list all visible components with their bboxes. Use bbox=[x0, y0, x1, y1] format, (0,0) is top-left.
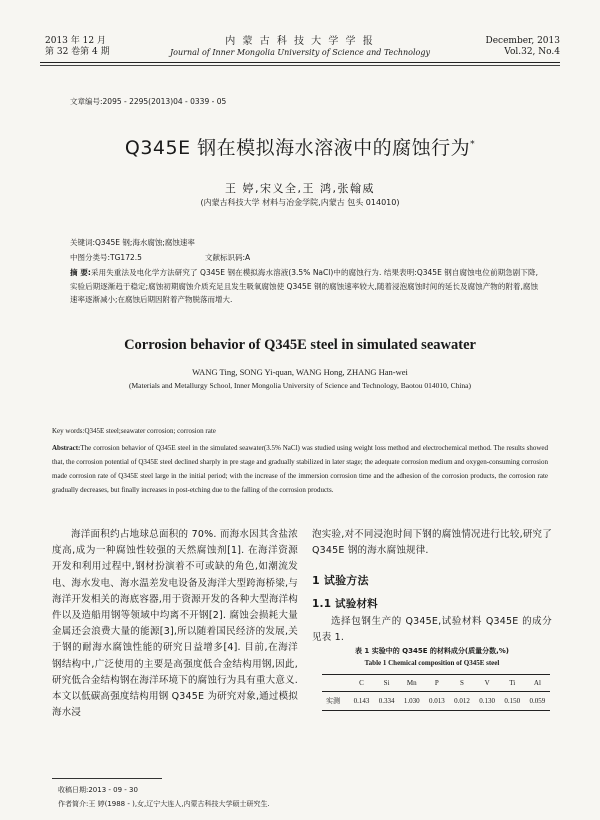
table-cell: 0.130 bbox=[479, 697, 495, 705]
composition-table bbox=[322, 674, 550, 711]
header-date: 2013 年 12 月 bbox=[45, 36, 106, 46]
authors-cn: 王 婷,宋义全,王 鸿,张翰威 bbox=[225, 182, 375, 195]
abstract-en-label: Abstract: bbox=[52, 444, 81, 452]
abstract-cn-text: 采用失重法及电化学方法研究了 Q345E 钢在模拟海水溶液(3.5% NaCl)中的腐蚀行为. 结果表明:Q345E 钢自腐蚀电位前期急剧下降,实验后期逐渐趋于稳定;腐蚀初期腐蚀介质充足且发生吸氧腐蚀使 Q345E 钢的腐蚀速率较大,随着浸泡腐蚀时间的延长及腐蚀产物的附着,腐蚀速率逐渐减小;在腐蚀后期因附着产物脱落而增大. bbox=[70, 268, 538, 304]
intro-paragraph-cont: 泡实验,对不同浸泡时间下钢的腐蚀情况进行比较,研究了 Q345E 钢的海水腐蚀规律. bbox=[312, 529, 552, 557]
table-row bbox=[322, 692, 550, 711]
table-header-cell bbox=[322, 675, 349, 692]
table-row-label: 实测 bbox=[326, 697, 340, 705]
title-cn-text: Q345E 钢在模拟海水溶液中的腐蚀行为 bbox=[124, 137, 471, 159]
header-rule bbox=[40, 62, 560, 63]
footnote-received: 收稿日期:2013 - 09 - 30 bbox=[58, 786, 138, 794]
intro-paragraph: 海洋面积约占地球总面积的 70%. 而海水因其含盐浓度高,成为一种腐蚀性较强的天然腐蚀剂[1]. 在海洋资源开发和利用过程中,钢材扮演着不可或缺的角色,如潮流发电、海水发电、海水温差发电设备及海洋大型跨海桥梁,与海洋开发相关的海底容器,用于资源开发的各种大型海洋构件以及造船用钢等领域中均离不开钢[2]. 腐蚀会损耗大量金属还会浪费大量的能源[3],所以随着国民经济的发展,关于钢的耐海水腐蚀性能的研究日益增多[4]. 目前,在海洋钢结构中,广泛使用的主要是高强度低合金结构用钢,因此,研究低合金结构钢在海洋环境下的腐蚀行为具有重大意义. 本文以低碳高强度结构用钢 Q345E 为研究对象,通过模拟海水浸 bbox=[52, 529, 298, 719]
body-column-right bbox=[312, 527, 552, 646]
table-header-row bbox=[322, 675, 550, 692]
header-volume-en: Vol.32, No.4 bbox=[504, 47, 560, 57]
table-cell: 0.059 bbox=[529, 697, 546, 705]
table-header-cell: P bbox=[434, 679, 439, 687]
journal-name-cn: 内 蒙 古 科 技 大 学 学 报 bbox=[225, 36, 375, 47]
table-header-cell: S bbox=[460, 679, 464, 687]
table-caption-cn: 表 1 实验中的 Q345E 的材料成分(质量分数,%) bbox=[354, 647, 510, 655]
table-header-cell: Ti bbox=[509, 679, 516, 687]
table-cell: 1.030 bbox=[403, 697, 420, 705]
table-cell: 0.013 bbox=[428, 697, 445, 705]
journal-name-en: Journal of Inner Mongolia University of Science and Technology bbox=[169, 48, 431, 57]
title-footnote-mark: * bbox=[470, 139, 476, 150]
header-rule-thin bbox=[40, 65, 560, 66]
abstract-en bbox=[52, 441, 548, 497]
article-number: 文章编号:2095 - 2295(2013)04 - 0339 - 05 bbox=[70, 97, 227, 106]
keywords-en: Key words:Q345E steel;seawater corrosion; corrosion rate bbox=[52, 427, 216, 435]
abstract-cn bbox=[70, 266, 538, 307]
authors-en: WANG Ting, SONG Yi-quan, WANG Hong, ZHANG Han-wei bbox=[192, 367, 408, 377]
table-cell: 0.334 bbox=[378, 697, 395, 705]
header-issue-en bbox=[486, 36, 560, 58]
table-header-cell: C bbox=[359, 679, 364, 687]
section-heading-1-1: 1.1 试验材料 bbox=[312, 597, 378, 610]
table-cell: 0.150 bbox=[504, 697, 521, 705]
abstract-en-text: The corrosion behavior of Q345E steel in the simulated seawater(3.5% NaCl) was studied using weight loss method and electrochemical method. The results showed that, the corrosion potential of Q345E steel declined sharply in pre stage and gradually stabilized in later stage; the adequate corrosion medium and oxygen-consuming corrosion made corrosion rate of Q345E steel large in the initial period; with the increase of the immersion corrosion time and the adhesion of the corrosion products, the corrosion rate gradually decreases, but finally increases in post-etching due to the falling of the corrosion products. bbox=[52, 444, 548, 494]
paper-title-cn bbox=[0, 133, 600, 160]
body-column-left bbox=[52, 527, 298, 721]
document-id-code: 文献标识码:A bbox=[205, 253, 251, 262]
classification-line bbox=[70, 252, 540, 263]
table-cell: 0.012 bbox=[454, 697, 470, 705]
affiliation-en: (Materials and Metallurgy School, Inner Mongolia University of Science and Technology, Baotou 014010, China) bbox=[129, 381, 471, 390]
footnote-rule bbox=[52, 778, 162, 779]
section-1-1-text: 选择包钢生产的 Q345E,试验材料 Q345E 的成分见表 1. bbox=[312, 615, 552, 644]
paper-title-en: Corrosion behavior of Q345E steel in simulated seawater bbox=[124, 337, 476, 353]
table-cell: 0.143 bbox=[353, 697, 370, 705]
header-volume: 第 32 卷第 4 期 bbox=[45, 47, 110, 57]
footnote-author: 作者简介:王 婷(1988 - ),女,辽宁大连人,内蒙古科技大学硕士研究生. bbox=[58, 800, 270, 808]
header-issue-date bbox=[45, 36, 110, 58]
table-caption-en: Table 1 Chemical composition of Q345E steel bbox=[364, 659, 500, 667]
clc-number: 中图分类号:TG172.5 bbox=[70, 253, 142, 262]
header-date-en: December, 2013 bbox=[485, 36, 560, 46]
table-header-cell: V bbox=[484, 679, 490, 687]
table-header-cell: Si bbox=[383, 679, 390, 687]
affiliation-cn: (内蒙古科技大学 材料与冶金学院,内蒙古 包头 014010) bbox=[200, 198, 400, 207]
keywords-cn: 关键词:Q345E 钢;海水腐蚀;腐蚀速率 bbox=[70, 238, 195, 247]
section-heading-1: 1 试验方法 bbox=[312, 574, 369, 588]
table-header-cell: Mn bbox=[406, 679, 417, 687]
table-header-cell: Al bbox=[533, 679, 541, 687]
header-journal bbox=[150, 36, 450, 58]
abstract-cn-label: 摘 要: bbox=[70, 268, 91, 277]
